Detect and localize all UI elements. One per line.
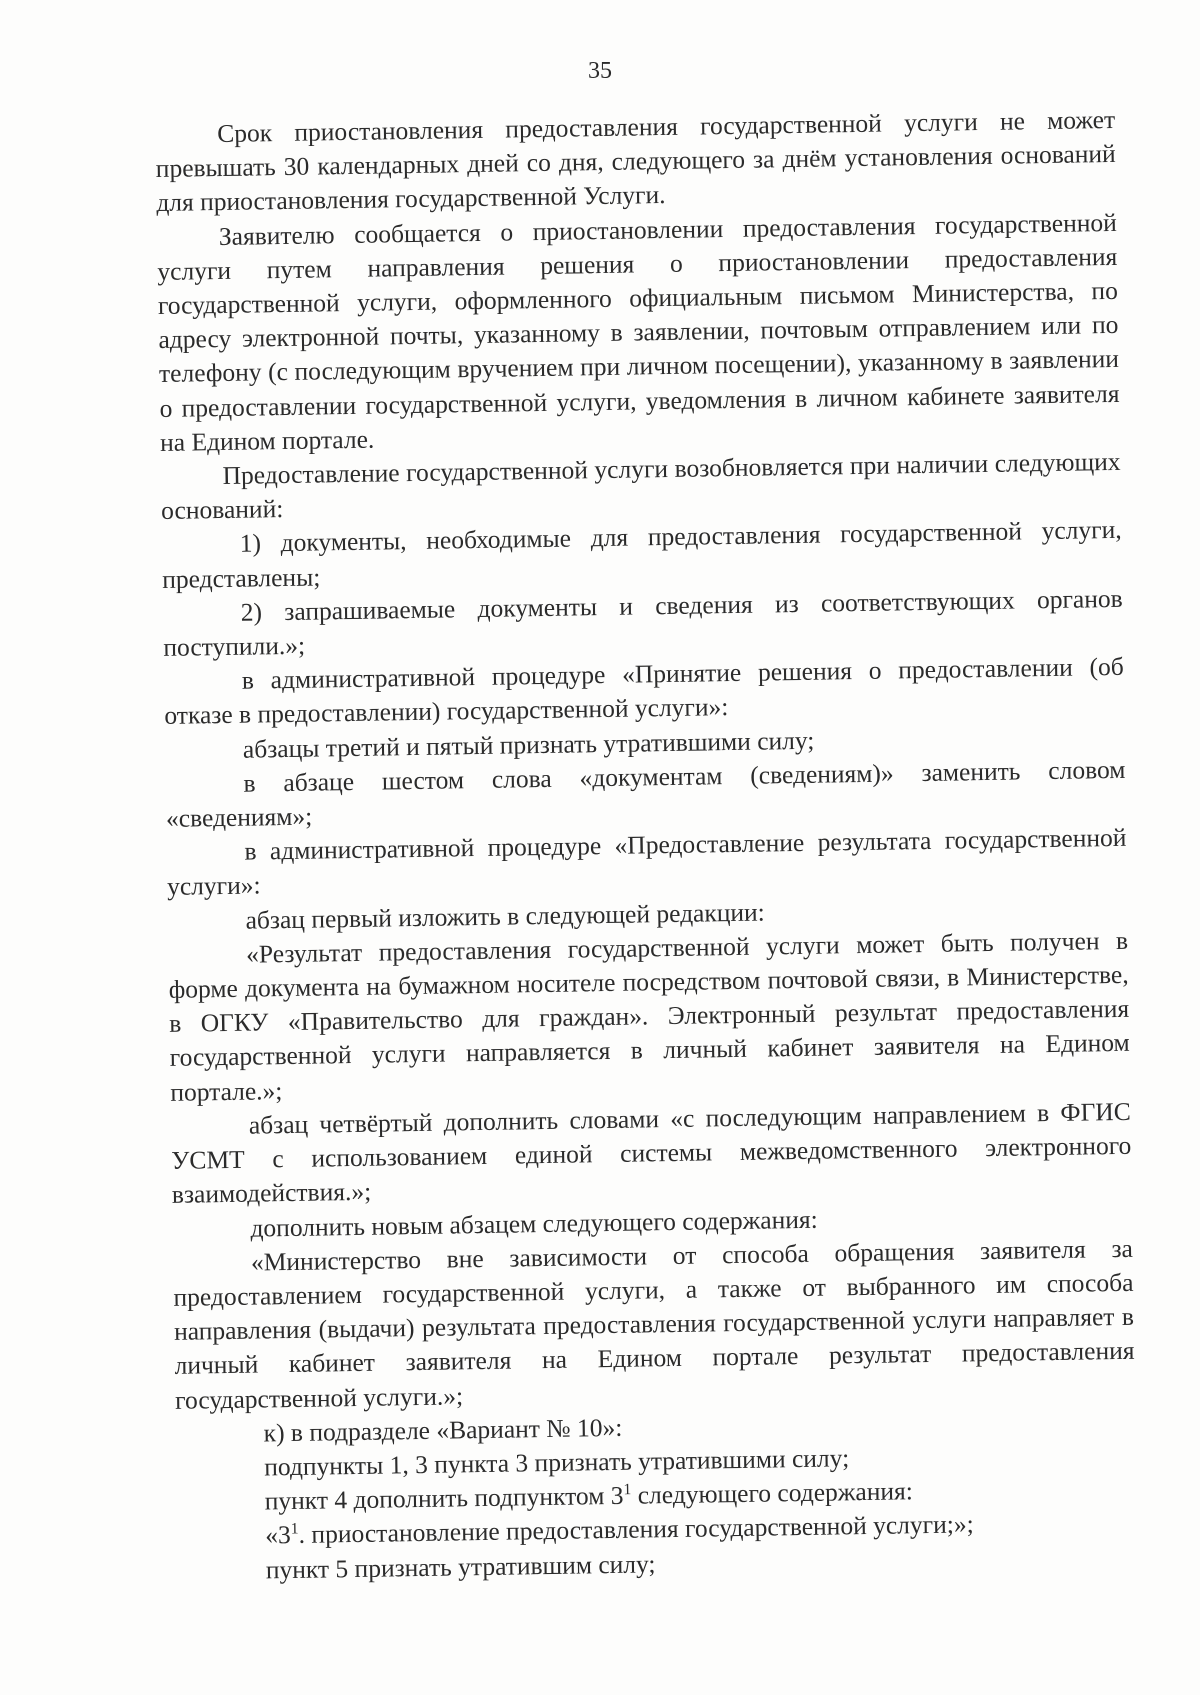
paragraph: в абзаце шестом слова «документам (сведениям)» заменить словом «сведениям»; (165, 754, 1126, 833)
text-run: пункт 4 дополнить подпунктом 3 (264, 1480, 624, 1516)
quoted-paragraph: «Результат предоставления государственной услуги может быть получен в форме документа на бумажном носителе посредством почтовой связи, в Министерстве, в ОГКУ «Правительство для граждан». Электронный результат предоставления государственной услуги направляется в личный кабинет заявителя на Едином портале.»; (168, 925, 1130, 1107)
paragraph: абзацы третий и пятый признать утратившими силу; (242, 725, 815, 764)
paragraph: Заявителю сообщается о приостановлении предоставления государственной услуги путем направления решения о приостановлении предоставления государственной услуги, оформленного официальным письмом Министерства, по адресу электронной почты, указанному в заявлении, почтовым отправлением или по телефону (с последующим вручением при личном посещении), указанному в заявлении о предоставлении государственной услуги, уведомления в личном кабинете заявителя на Едином портале. (157, 207, 1120, 457)
paragraph: в административной процедуре «Предоставление результата государственной услуги»: (166, 823, 1127, 902)
paragraph: абзац четвёртый дополнить словами «с последующим направлением в ФГИС УСМТ с использованием единой системы межведомственного электронного взаимодействия.»; (171, 1096, 1132, 1210)
list-item: 1) документы, необходимые для предоставления государственной услуги, представлены; (162, 515, 1122, 594)
paragraph: подпункты 1, 3 пункта 3 признать утратившими силу; (263, 1443, 850, 1482)
paragraph: абзац первый изложить в следующей редакции: (245, 897, 765, 935)
document-body (155, 103, 1138, 1589)
list-item: 2) запрашиваемые документы и сведения из соответствующих органов поступили.»; (163, 583, 1123, 662)
paragraph: пункт 5 признать утратившим силу; (265, 1548, 656, 1584)
subsection-heading: к) в подразделе «Вариант № 10»: (263, 1412, 623, 1448)
paragraph: Срок приостановления предоставления государственной услуги не может превышать 30 календарных дней со дня, следующего за днём установления оснований для приостановления государственной Услуги. (155, 104, 1116, 218)
superscript: 1 (623, 1481, 632, 1499)
text-run: «3 (265, 1520, 291, 1550)
quoted-paragraph: «Министерство вне зависимости от способа обращения заявителя за предоставлением государственной услуги, а также от выбранного им способа направления (выдачи) результата предоставления государственной услуги направляет в личный кабинет заявителя на Едином портале результат предоставления государственной услуги.»; (173, 1233, 1135, 1415)
text-run: . приостановление предоставления государственной услуги;»; (298, 1509, 974, 1550)
paragraph: в административной процедуре «Принятие решения о предоставлении (об отказе в предоставлении) государственной услуги»: (164, 652, 1124, 731)
paragraph: дополнить новым абзацем следующего содержания: (250, 1204, 818, 1243)
superscript: 1 (290, 1520, 299, 1538)
page-number: 35 (588, 58, 612, 84)
paragraph: Предоставление государственной услуги возобновляется при наличии следующих оснований: (160, 446, 1121, 526)
text-run: следующего содержания: (631, 1476, 914, 1510)
